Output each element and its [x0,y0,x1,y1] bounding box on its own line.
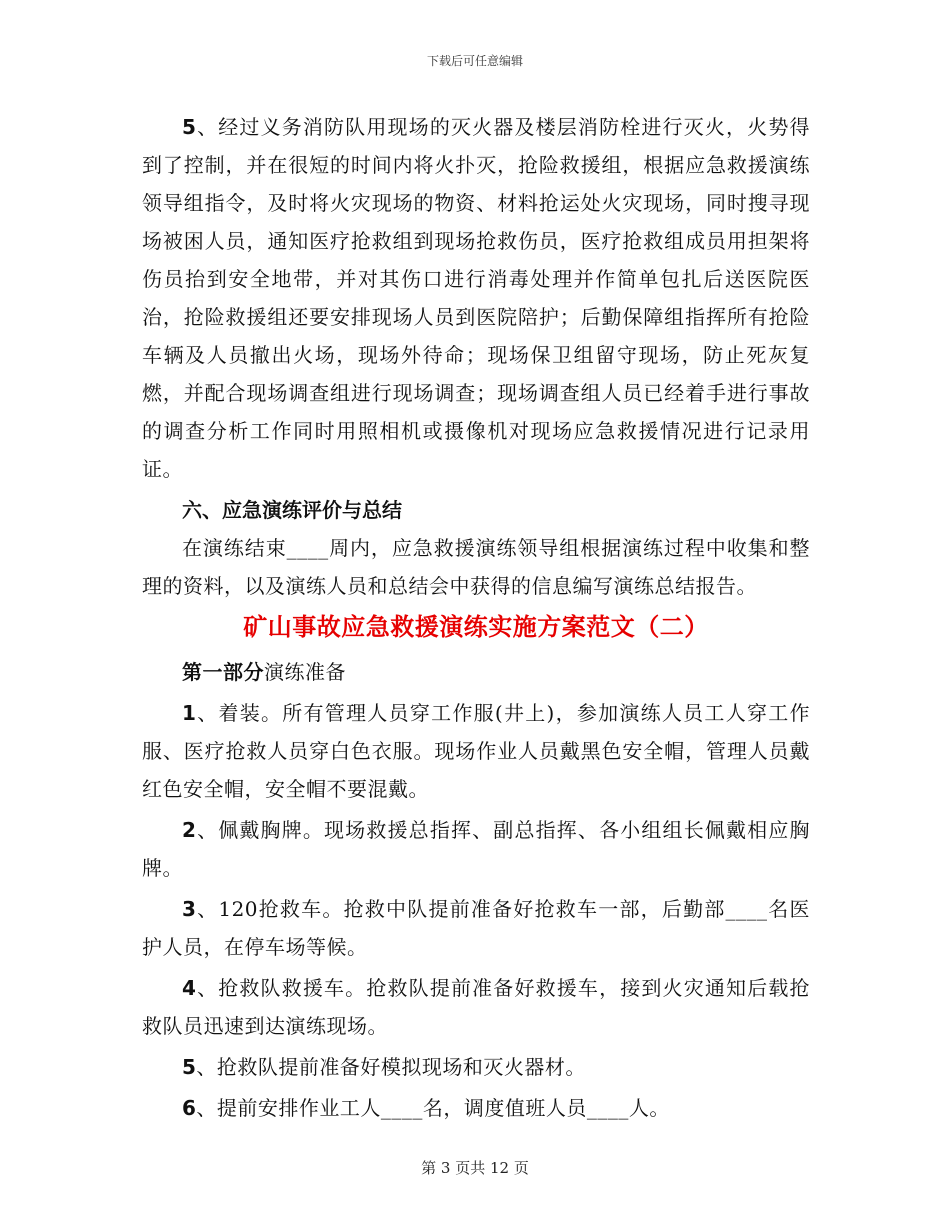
page-footer: 第 3 页共 12 页 [421,1159,529,1177]
item-number: 3 [182,897,197,921]
item-text: 、着装。所有管理人员穿工作服(井上)，参加演练人员工人穿工作服、医疗抢救人员穿白色衣服。现场作业人员戴黑色安全帽，管理人员戴红色安全帽，安全帽不要混戴。 [142,701,810,801]
part-name: 演练准备 [264,660,346,684]
item-number: 5 [182,115,197,139]
part-heading [142,653,810,691]
document-title: 矿山事故应急救援演练实施方案范文（二） [243,613,709,641]
paragraph-item-5 [142,108,810,488]
page-header: 下载后可任意编辑 [426,54,523,68]
part-label: 第一部分 [182,660,264,684]
item-text: 、抢救队提前准备好模拟现场和灭火器材。 [196,1055,586,1079]
list-item-3 [142,890,810,966]
item-text: 、佩戴胸牌。现场救援总指挥、副总指挥、各小组组长佩戴相应胸牌。 [142,818,810,880]
list-item-6 [142,1089,810,1127]
item-text: 、提前安排作业工人____名，调度值班人员____人。 [196,1096,670,1120]
item-number: 4 [182,976,197,1000]
list-item-4 [142,969,810,1045]
list-item-5 [142,1048,810,1086]
item-text: 、经过义务消防队用现场的灭火器及楼层消防栓进行灭火，火势得到了控制，并在很短的时间内将火扑灭，抢险救援组，根据应急救援演练领导组指令，及时将火灾现场的物资、材料抢运处火灾现场，同时搜寻现场被困人员，通知医疗抢救组到现场抢救伤员，医疗抢救组成员用担架将伤员抬到安全地带，并对其伤口进行消毒处理并作简单包扎后送医院医治，抢险救援组还要安排现场人员到医院陪护；后勤保障组指挥所有抢险车辆及人员撤出火场，现场外待命；现场保卫组留守现场，防止死灰复燃，并配合现场调查组进行现场调查；现场调查组人员已经着手进行事故的调查分析工作同时用照相机或摄像机对现场应急救援情况进行记录用证。 [142,115,810,481]
item-text: 、120抢救车。抢救中队提前准备好抢救车一部，后勤部____名医护人员，在停车场等候。 [142,897,810,959]
section-heading-6: 六、应急演练评价与总结 [182,498,402,522]
list-item-1 [142,694,810,808]
item-number: 6 [182,1096,197,1120]
document-body [142,108,810,1127]
item-number: 2 [182,818,197,842]
list-item-2 [142,811,810,887]
item-number: 5 [182,1055,197,1079]
section-6-body: 在演练结束____周内，应急救援演练领导组根据演练过程中收集和整理的资料，以及演练人员和总结会中获得的信息编写演练总结报告。 [142,536,810,598]
item-text: 、抢救队救援车。抢救队提前准备好救援车，接到火灾通知后载抢救队员迅速到达演练现场。 [142,976,810,1038]
item-number: 1 [182,701,197,725]
